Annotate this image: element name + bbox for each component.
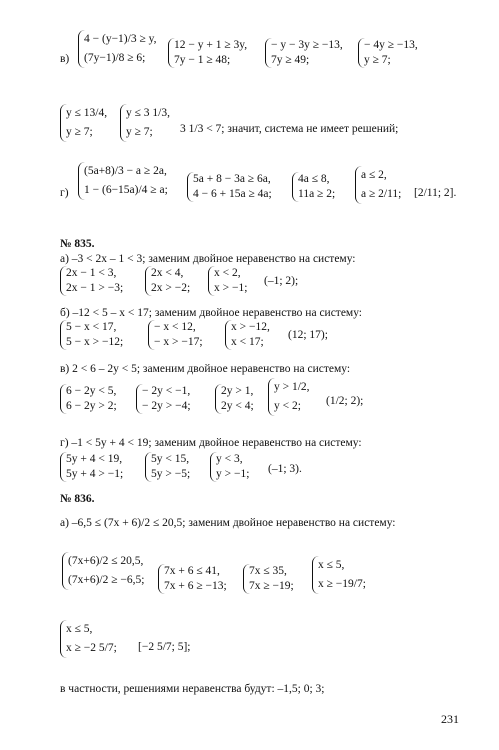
- system-v-3: − y − 3y ≥ −13, 7y ≥ 49;: [265, 38, 343, 68]
- system-v-1: 4 − (y−1)/3 ≥ y, (7y−1)/8 ≥ 6;: [78, 30, 157, 68]
- page-number: 231: [441, 712, 459, 726]
- answer-836-a: [−2 5/7; 5];: [138, 641, 191, 653]
- answer-g: [2/11; 2].: [414, 187, 457, 199]
- system-v-4: − 4y ≥ −13, y ≥ 7;: [358, 38, 418, 68]
- note-836-a: в частности, решениями неравенства будут: –1,5; 0; 3;: [60, 683, 325, 695]
- system-g-2: 5a + 8 − 3a ≥ 6a, 4 − 6 + 15a ≥ 4a;: [187, 172, 272, 202]
- answer-835-a: (–1; 2);: [264, 275, 299, 287]
- answer-835-v: (1/2; 2);: [326, 395, 364, 407]
- system-g-3: 4a ≤ 8, 11a ≥ 2;: [292, 172, 335, 202]
- system-836-a-1: (7x+6)/2 ≤ 20,5, (7x+6)/2 ≥ −6,5;: [62, 552, 144, 590]
- system-835-a-1: 2x − 1 < 3, 2x − 1 > −3;: [60, 266, 123, 296]
- system-836-a-2: 7x + 6 ≤ 41, 7x + 6 ≥ −13;: [158, 564, 227, 594]
- system-v-6: y ≤ 3 1/3, y ≥ 7;: [120, 104, 170, 142]
- system-v-2: 12 − y + 1 ≥ 3y, 7y − 1 ≥ 48;: [168, 38, 247, 68]
- system-835-b-1: 5 − x < 17, 5 − x > −12;: [60, 320, 123, 350]
- system-835-g-2: 5y < 15, 5y > −5;: [145, 452, 190, 482]
- system-836-a-4: x ≤ 5, x ≥ −19/7;: [312, 556, 366, 594]
- heading-835: № 835.: [60, 238, 95, 250]
- task-835-v: в) 2 < 6 – 2y < 5; заменим двойное неравенство на систему:: [60, 363, 351, 375]
- task-835-a: а) –3 < 2x – 1 < 3; заменим двойное неравенство на систему:: [60, 253, 356, 265]
- system-835-g-3: y < 3, y > −1;: [210, 452, 249, 482]
- system-835-a-2: 2x < 4, 2x > −2;: [145, 266, 190, 296]
- system-835-v-4: y > 1/2, y < 2;: [268, 378, 310, 416]
- system-835-b-2: − x < 12, − x > −17;: [148, 320, 203, 350]
- system-g-1: (5a+8)/3 − a ≥ 2a, 1 − (6−15a)/4 ≥ a;: [78, 162, 168, 200]
- system-836-a-5: x ≤ 5, x ≥ −2 5/7;: [60, 620, 117, 658]
- heading-836: № 836.: [60, 493, 95, 505]
- system-835-b-3: x > −12, x < 17;: [225, 320, 270, 350]
- system-835-v-3: 2y > 1, 2y < 4;: [215, 384, 254, 414]
- label-g: г): [60, 187, 69, 199]
- system-g-4: a ≤ 2, a ≥ 2/11;: [355, 166, 401, 204]
- system-835-v-1: 6 − 2y < 5, 6 − 2y > 2;: [60, 384, 117, 414]
- label-v: в): [60, 53, 70, 65]
- task-835-b: б) –12 < 5 – x < 17; заменим двойное неравенство на систему:: [60, 307, 363, 319]
- system-835-a-3: x < 2, x > −1;: [208, 266, 247, 296]
- task-835-g: г) –1 < 5y + 4 < 19; заменим двойное неравенство на систему:: [60, 437, 362, 449]
- system-835-v-2: − 2y < −1, − 2y > −4;: [136, 384, 191, 414]
- conclusion-v: 3 1/3 < 7; значит, система не имеет решений;: [180, 123, 399, 135]
- system-835-g-1: 5y + 4 < 19, 5y + 4 > −1;: [60, 452, 123, 482]
- task-836-a: а) –6,5 ≤ (7x + 6)/2 ≤ 20,5; заменим двойное неравенство на систему:: [60, 517, 396, 529]
- answer-835-g: (–1; 3).: [268, 463, 302, 475]
- answer-835-b: (12; 17);: [288, 329, 328, 341]
- system-836-a-3: 7x ≤ 35, 7x ≥ −19;: [243, 564, 294, 594]
- system-v-5: y ≤ 13/4, y ≥ 7;: [60, 104, 107, 142]
